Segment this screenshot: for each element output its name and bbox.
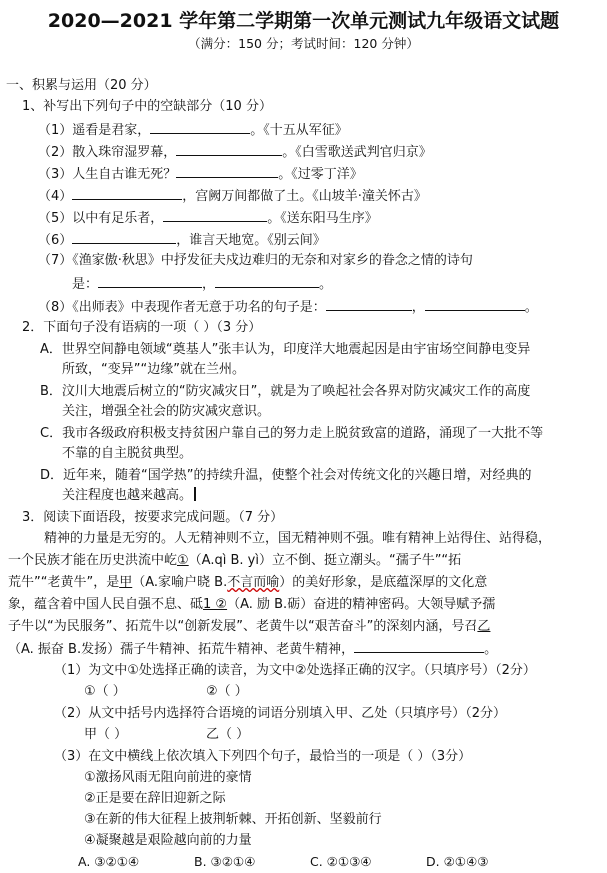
q3-sub-1: （1）为文中①处选择正确的读音，为文中②处选择正确的汉字。（只填序号）（2分）: [54, 663, 536, 678]
q3-sentence-2: ②正是要在辞旧迎新之际: [84, 791, 226, 806]
q3-passage-line6: [8, 638, 497, 660]
q3-sub-3: （3）在文中横线上依次填入下列四个句子，最恰当的一项是（ ）（3分）: [54, 749, 472, 764]
q1-item-3: [38, 163, 363, 185]
q2-option-c-line2: 不靠的自主脱贫典型。: [62, 446, 193, 461]
q3-choice-b[interactable]: B. ③②①④: [194, 854, 256, 869]
q2-option-d-line2: [62, 486, 196, 506]
text-cursor: [194, 487, 196, 501]
q1-item-2: [38, 141, 432, 163]
q1-heading: 1、补写出下列句子中的空缺部分（10 分）: [22, 99, 272, 114]
q3-sub-2: （2）从文中括号内选择符合语境的词语分别填入甲、乙处（只填序号）（2分）: [54, 706, 507, 721]
q1-item-8: [38, 296, 538, 318]
q1-item-4-post: ，宫阙万间都做了土。《山坡羊·潼关怀古》: [182, 189, 427, 204]
q1-item-1: [38, 119, 348, 141]
q2-heading: 2．下面句子没有语病的一项（ ）（3 分）: [22, 320, 262, 335]
q1-item-8-mid: ，: [411, 300, 425, 315]
q3-sub-2-answer-yi[interactable]: 乙（ ）: [206, 727, 250, 742]
q1-item-6-blank[interactable]: [72, 229, 176, 244]
q3-passage-blank[interactable]: [354, 638, 484, 653]
q3-sub-1-answer-1[interactable]: ①（ ）: [84, 684, 126, 699]
q3-p3-a: 荒牛”“老黄牛”，是: [8, 575, 120, 590]
q3-mark-yi: 乙: [477, 619, 491, 634]
q3-choice-c[interactable]: C. ②①③④: [310, 854, 372, 869]
q1-item-7-blank-2[interactable]: [215, 273, 319, 288]
q1-item-4-blank[interactable]: [72, 185, 182, 200]
q3-p4-b: （A. 励 B.砺）奋进的精神密码。大领导赋予孺: [227, 597, 496, 612]
q1-item-1-pre: （1）遥看是君家，: [38, 123, 151, 138]
q3-p2-b: （A.qì B. yì）立不倒、挺立潮头。“孺子牛”“拓: [188, 553, 462, 568]
q3-passage-line1: 精神的力量是无穷的。人无精神则不立，国无精神则不强。唯有精神上站得住、站得稳，: [44, 531, 552, 546]
q2-option-c-line1: C．我市各级政府积极支持贫困户靠自己的努力走上脱贫致富的道路，涌现了一大批不等: [40, 426, 544, 441]
part1-heading: 一、积累与运用（20 分）: [6, 78, 157, 93]
q3-choice-d[interactable]: D. ②①④③: [426, 854, 489, 869]
q1-item-1-blank[interactable]: [150, 119, 250, 134]
q3-heading: 3．阅读下面语段，按要求完成问题。（7 分）: [22, 510, 284, 525]
q1-item-7-blank-1[interactable]: [98, 273, 202, 288]
q3-mark-jia: 甲: [119, 575, 133, 590]
q1-item-5: [38, 207, 378, 229]
q3-choice-a[interactable]: A. ③②①④: [78, 854, 140, 869]
q3-p3-b: （A.家喻户晓 B.: [132, 575, 228, 590]
q3-passage-line2: [8, 551, 461, 571]
q3-sentence-1: ①激扬风雨无阻向前进的豪情: [84, 770, 252, 785]
q3-p3-wavy: 不言而喻: [227, 575, 280, 590]
q1-item-8-blank-1[interactable]: [326, 296, 412, 311]
q3-mark-1: ①: [177, 553, 189, 568]
q3-sentence-3: ③在新的伟大征程上披荆斩棘、开拓创新、坚毅前行: [84, 812, 382, 827]
q3-p5-a: 子牛以“为民服务”、拓荒牛以“创新发展”、老黄牛以“艰苦奋斗”的深刻内涵，号召: [8, 619, 478, 634]
q3-p4-a: 象，蕴含着中国人民自强不息、砥: [8, 597, 204, 612]
q1-item-4: [38, 185, 427, 207]
q3-p2-a: 一个民族才能在历史洪流中屹: [8, 553, 178, 568]
q1-item-5-pre: （5）以中有足乐者，: [38, 211, 164, 226]
q2-option-a-line1: A．世界空间静电领域“奠基人”张丰认为，印度洋大地震起因是由宇宙场空间静电变异: [40, 342, 531, 357]
q1-item-7-post: 。: [319, 277, 333, 292]
q2-option-b-line1: B．汶川大地震后树立的“防灾减灾日”，就是为了唤起社会各界对防灾减灾工作的高度: [40, 384, 531, 399]
q3-sub-2-answer-jia[interactable]: 甲（ ）: [84, 727, 128, 742]
q3-p6: （A. 振奋 B.发扬）孺子牛精神、拓荒牛精神、老黄牛精神，: [8, 642, 355, 657]
q1-item-5-post: 。《送东阳马生序》: [267, 211, 378, 226]
q1-item-2-blank[interactable]: [176, 141, 282, 156]
q1-item-5-blank[interactable]: [163, 207, 267, 222]
q1-item-3-blank[interactable]: [176, 163, 278, 178]
q1-item-2-pre: （2）散入珠帘湿罗幕，: [38, 145, 177, 160]
q3-mark-2: 1 ②: [203, 597, 228, 612]
q1-item-7-mid: ，: [202, 277, 216, 292]
q1-item-7-pre: 是：: [72, 277, 99, 292]
q1-item-6-pre: （6）: [38, 233, 73, 248]
q1-item-4-pre: （4）: [38, 189, 73, 204]
q1-item-3-pre: （3）人生自古谁无死？: [38, 167, 177, 182]
q2-option-a-line2: 所致，“变异”“边缘”就在兰州。: [62, 362, 245, 377]
q1-item-8-post: 。: [524, 300, 538, 315]
q3-passage-line5: [8, 617, 490, 637]
q1-item-7-line2: [72, 273, 332, 295]
q1-item-2-post: 。《白雪歌送武判官归京》: [282, 145, 432, 160]
q1-item-3-post: 。《过零丁洋》: [278, 167, 363, 182]
q3-p6-end: 。: [484, 642, 498, 657]
q1-item-8-blank-2[interactable]: [425, 296, 525, 311]
q2-option-d-line1: D．近年来，随着“国学热”的持续升温，使整个社会对传统文化的兴趣日增，对经典的: [40, 468, 532, 483]
exam-title: 2020—2021 学年第二学期第一次单元测试九年级语文试题: [47, 10, 560, 32]
q3-passage-line4: [8, 595, 495, 615]
q1-item-8-pre: （8）《出师表》中表现作者无意于功名的句子是：: [38, 300, 326, 315]
q1-item-7-line1: （7）《渔家傲·秋思》中抒发征夫戍边难归的无奈和对家乡的眷念之情的诗句: [38, 253, 473, 268]
q3-sentence-4: ④凝聚越是艰险越向前的力量: [84, 833, 252, 848]
q2-option-b-line2: 关注，增强全社会的防灾减灾意识。: [62, 404, 271, 419]
q3-p3-c: ）的美好形象，是底蕴深厚的文化意: [279, 575, 488, 590]
q1-item-1-post: 。《十五从军征》: [250, 123, 348, 138]
q1-item-6-post: ，谁言天地宽。《别云间》: [176, 233, 326, 248]
q3-sub-1-answer-2[interactable]: ②（ ）: [206, 684, 248, 699]
q3-passage-line3: [8, 573, 487, 593]
q1-item-6: [38, 229, 326, 251]
q2-option-d-line2-text: 关注程度也越来越高。: [62, 488, 193, 503]
exam-subtitle: （满分：150 分；考试时间：120 分钟）: [188, 36, 419, 51]
